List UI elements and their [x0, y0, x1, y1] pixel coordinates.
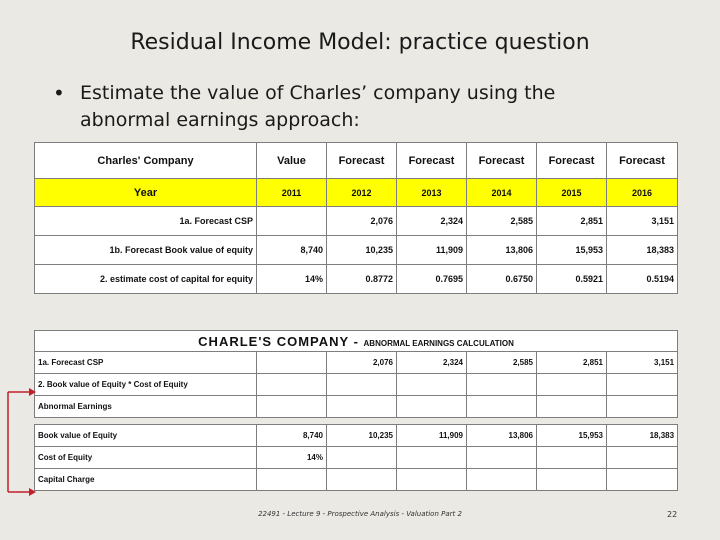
value-cell: 2,851 [537, 207, 607, 236]
header-cell: Forecast [537, 143, 607, 179]
value-cell: 3,151 [607, 352, 678, 374]
value-cell: 10,235 [327, 425, 397, 447]
year-label: Year [35, 179, 257, 207]
value-cell: 0.7695 [397, 265, 467, 294]
value-cell: 14% [257, 265, 327, 294]
row-label: 1a. Forecast CSP [35, 352, 257, 374]
row-label: Cost of Equity [35, 447, 257, 469]
value-cell: 0.5921 [537, 265, 607, 294]
title-caption: ABNORMAL EARNINGS CALCULATION [363, 338, 514, 348]
row-label: 1a. Forecast CSP [35, 207, 257, 236]
bracket-arrow-icon [8, 392, 32, 492]
year-cell: 2012 [327, 179, 397, 207]
header-cell: Value [257, 143, 327, 179]
bullet-text: Estimate the value of Charles’ company using the abnormal earnings approach: [80, 82, 556, 131]
year-cell: 2014 [467, 179, 537, 207]
title-company: CHARLE'S COMPANY [198, 333, 349, 349]
value-cell: 2,851 [537, 352, 607, 374]
header-cell: Forecast [397, 143, 467, 179]
value-cell: 2,585 [467, 207, 537, 236]
arrow-head-icon [29, 388, 36, 396]
value-cell: 18,383 [607, 236, 678, 265]
year-cell: 2013 [397, 179, 467, 207]
value-cell: 2,076 [327, 352, 397, 374]
value-cell: 10,235 [327, 236, 397, 265]
bullet-icon: • [53, 81, 65, 105]
value-cell: 0.8772 [327, 265, 397, 294]
row-label: Capital Charge [35, 469, 257, 491]
value-cell: 13,806 [467, 236, 537, 265]
value-cell: 11,909 [397, 236, 467, 265]
value-cell: 2,324 [397, 207, 467, 236]
value-cell: 18,383 [607, 425, 678, 447]
year-cell: 2015 [537, 179, 607, 207]
value-cell: 11,909 [397, 425, 467, 447]
value-cell: 2,076 [327, 207, 397, 236]
value-cell: 8,740 [257, 236, 327, 265]
header-cell: Charles' Company [35, 143, 257, 179]
page-number: 22 [667, 510, 678, 519]
value-cell: 0.5194 [607, 265, 678, 294]
value-cell: 3,151 [607, 207, 678, 236]
header-cell: Forecast [327, 143, 397, 179]
row-label: Abnormal Earnings [35, 396, 257, 418]
row-label: 1b. Forecast Book value of equity [35, 236, 257, 265]
header-cell: Forecast [607, 143, 678, 179]
value-cell: 2,324 [397, 352, 467, 374]
arrow-head-icon [29, 488, 36, 496]
title-dash: - [348, 333, 364, 349]
row-label: Book value of Equity [35, 425, 257, 447]
row-label: 2. estimate cost of capital for equity [35, 265, 257, 294]
slide-footer: 22491 - Lecture 9 - Prospective Analysis - Valuation Part 2 [258, 510, 462, 518]
value-cell: 0.6750 [467, 265, 537, 294]
value-cell: 8,740 [257, 425, 327, 447]
value-cell: 15,953 [537, 425, 607, 447]
value-cell: 2,585 [467, 352, 537, 374]
row-label: 2. Book value of Equity * Cost of Equity [35, 374, 257, 396]
value-cell: 15,953 [537, 236, 607, 265]
slide-title: Residual Income Model: practice question [130, 30, 590, 55]
value-cell: 13,806 [467, 425, 537, 447]
year-cell: 2011 [257, 179, 327, 207]
year-cell: 2016 [607, 179, 678, 207]
header-cell: Forecast [467, 143, 537, 179]
value-cell: 14% [257, 447, 327, 469]
